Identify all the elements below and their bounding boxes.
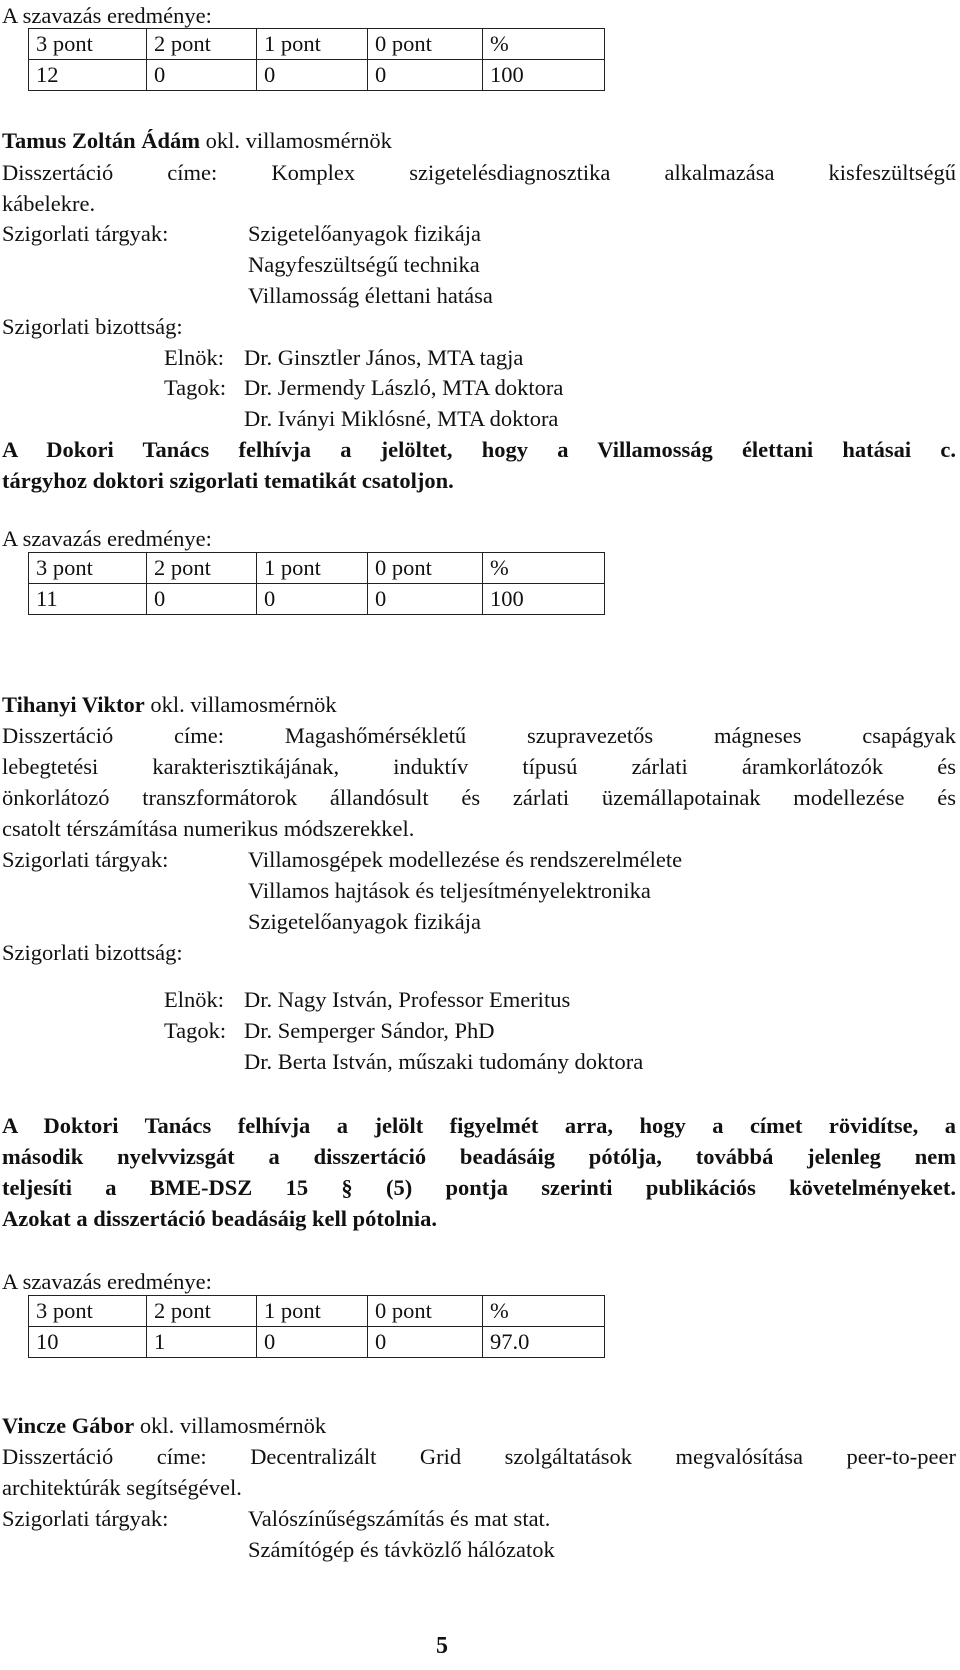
table-cell: 97.0 [483, 1327, 605, 1358]
table-cell: 0 [368, 1327, 483, 1358]
table-cell: 0 pont [368, 553, 483, 584]
member-name: Dr. Iványi Miklósné, MTA doktora [244, 406, 559, 431]
subject-item: Számítógép és távközlő hálózatok [248, 1537, 555, 1562]
table-row [29, 1296, 605, 1327]
candidate-heading [2, 125, 392, 156]
table-row [29, 60, 605, 91]
table-cell: 0 [147, 60, 257, 91]
table-cell: 100 [483, 60, 605, 91]
council-note-line: A Doktori Tanács felhívja a jelölt figyelmét arra, hogy a címet rövidítse, a [2, 1113, 956, 1138]
table-cell: 0 [257, 1327, 368, 1358]
council-note-line: teljesíti a BME-DSZ 15 § (5) pontja szerinti publikációs követelményeket. [2, 1175, 956, 1200]
table-cell: 2 pont [147, 29, 257, 60]
council-note-line: Azokat a disszertáció beadásáig kell pótolnia. [2, 1206, 438, 1231]
table-cell: 2 pont [147, 1296, 257, 1327]
subject-item: Valószínűségszámítás és mat stat. [248, 1506, 551, 1531]
table-row [29, 553, 605, 584]
chair-label: Elnök: [164, 345, 224, 370]
table-row [29, 584, 605, 615]
table-cell: % [483, 1296, 605, 1327]
subjects-label: Szigorlati tárgyak: [2, 221, 169, 246]
candidate-name: Tihanyi Viktor [2, 692, 145, 717]
table-cell: 1 pont [257, 29, 368, 60]
table-cell: 1 pont [257, 553, 368, 584]
chair-label: Elnök: [164, 987, 224, 1012]
subjects-label: Szigorlati tárgyak: [2, 1506, 169, 1531]
thesis-title-line: csatolt térszámítása numerikus módszerekkel. [2, 816, 415, 841]
vote-label: A szavazás eredménye: [2, 3, 212, 28]
candidate-profession: okl. villamosmérnök [205, 128, 392, 153]
table-cell: 11 [29, 584, 147, 615]
table-cell: % [483, 29, 605, 60]
table-cell: 0 [257, 584, 368, 615]
table-cell: 12 [29, 60, 147, 91]
subject-item: Szigetelőanyagok fizikája [248, 909, 482, 934]
thesis-title-line: kábelekre. [2, 191, 96, 216]
vote-label: A szavazás eredménye: [2, 1269, 212, 1294]
table-cell: 3 pont [29, 29, 147, 60]
table-cell: 100 [483, 584, 605, 615]
committee-label: Szigorlati bizottság: [2, 314, 183, 339]
vote-table [28, 1295, 605, 1358]
table-cell: 10 [29, 1327, 147, 1358]
table-cell: 3 pont [29, 553, 147, 584]
candidate-profession: okl. villamosmérnök [139, 1413, 327, 1438]
council-note-line: tárgyhoz doktori szigorlati tematikát csatoljon. [2, 468, 454, 493]
candidate-heading [2, 689, 337, 720]
member-name: Dr. Jermendy László, MTA doktora [244, 375, 564, 400]
table-cell: 3 pont [29, 1296, 147, 1327]
table-cell: 1 pont [257, 1296, 368, 1327]
thesis-title-line: Disszertáció címe: Decentralizált Grid szolgáltatások megvalósítása peer-to-peer [2, 1444, 956, 1469]
table-cell: 0 [257, 60, 368, 91]
candidate-name: Tamus Zoltán Ádám [2, 128, 200, 153]
subject-item: Szigetelőanyagok fizikája [248, 221, 482, 246]
council-note-line: A Dokori Tanács felhívja a jelöltet, hogy a Villamosság élettani hatásai c. [2, 437, 956, 462]
committee-label: Szigorlati bizottság: [2, 940, 183, 965]
vote-table [28, 552, 605, 615]
subject-item: Villamos hajtások és teljesítményelektronika [248, 878, 651, 903]
subject-item: Villamosság élettani hatása [248, 283, 493, 308]
subject-item: Villamosgépek modellezése és rendszerelmélete [248, 847, 683, 872]
page-number: 5 [436, 1633, 448, 1659]
members-label: Tagok: [164, 1018, 227, 1043]
thesis-title-line: architektúrák segítségével. [2, 1475, 242, 1500]
table-cell: 0 pont [368, 29, 483, 60]
vote-table [28, 28, 605, 91]
table-cell: 0 [368, 584, 483, 615]
chair-name: Dr. Ginsztler János, MTA tagja [244, 345, 524, 370]
table-cell: 0 pont [368, 1296, 483, 1327]
member-name: Dr. Berta István, műszaki tudomány doktora [244, 1049, 644, 1074]
table-cell: 0 [147, 584, 257, 615]
subject-item: Nagyfeszültségű technika [248, 252, 480, 277]
table-row [29, 29, 605, 60]
candidate-profession: okl. villamosmérnök [150, 692, 337, 717]
table-cell: % [483, 553, 605, 584]
table-cell: 2 pont [147, 553, 257, 584]
table-cell: 1 [147, 1327, 257, 1358]
thesis-title-line: lebegtetési karakterisztikájának, induktív típusú zárlati áramkorlátozók és [2, 754, 956, 779]
thesis-title-line: Disszertáció címe: Komplex szigetelésdiagnosztika alkalmazása kisfeszültségű [2, 160, 957, 185]
vote-label: A szavazás eredménye: [2, 526, 212, 551]
thesis-title-line: önkorlátozó transzformátorok állandósult és zárlati üzemállapotainak modellezése és [2, 785, 956, 810]
candidate-name: Vincze Gábor [2, 1413, 135, 1438]
council-note-line: második nyelvvizsgát a disszertáció beadásáig pótólja, továbbá jelenleg nem [2, 1144, 956, 1169]
members-label: Tagok: [164, 375, 227, 400]
member-name: Dr. Semperger Sándor, PhD [244, 1018, 495, 1043]
table-row [29, 1327, 605, 1358]
thesis-title-line: Disszertáció címe: Magashőmérsékletű szupravezetős mágneses csapágyak [2, 723, 957, 748]
subjects-label: Szigorlati tárgyak: [2, 847, 169, 872]
table-cell: 0 [368, 60, 483, 91]
candidate-heading [2, 1410, 326, 1441]
chair-name: Dr. Nagy István, Professor Emeritus [244, 987, 571, 1012]
